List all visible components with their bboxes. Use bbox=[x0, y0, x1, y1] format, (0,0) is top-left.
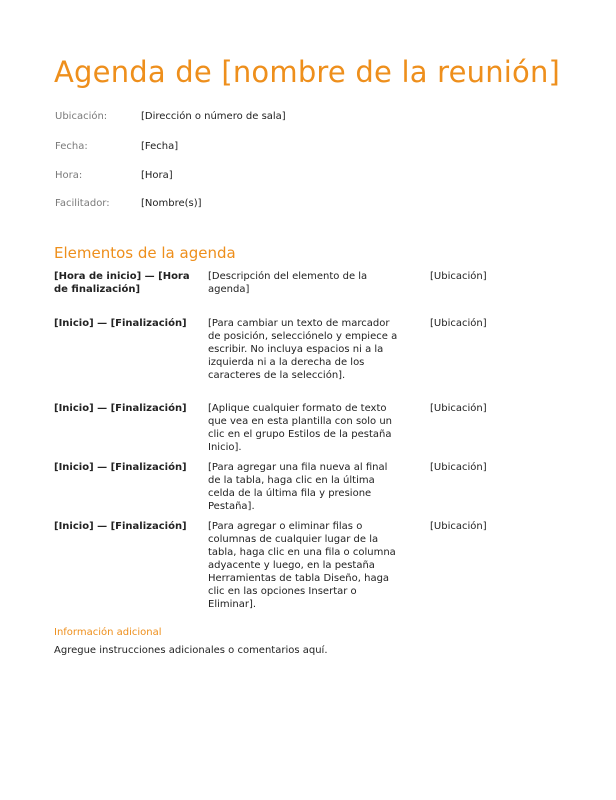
agenda-item-time[interactable]: [Inicio] — [Finalización] bbox=[54, 462, 187, 473]
additional-info-text[interactable]: Agregue instrucciones adicionales o comentarios aquí. bbox=[54, 645, 328, 656]
agenda-item-location[interactable]: [Ubicación] bbox=[430, 521, 487, 532]
agenda-item-location[interactable]: [Ubicación] bbox=[430, 462, 487, 473]
agenda-item-time[interactable]: [Hora de inicio] — [Hora de finalización] bbox=[54, 271, 190, 295]
agenda-item-description[interactable]: [Para agregar una fila nueva al final de la tabla, haga clic en la última celda de la última fila y presione Pestaña]. bbox=[208, 462, 388, 512]
agenda-item-time[interactable]: [Inicio] — [Finalización] bbox=[54, 318, 187, 329]
agenda-item-time[interactable]: [Inicio] — [Finalización] bbox=[54, 521, 187, 532]
facilitator-label: Facilitador: bbox=[55, 198, 110, 209]
location-label: Ubicación: bbox=[55, 111, 108, 122]
page-title[interactable]: Agenda de [nombre de la reunión] bbox=[54, 55, 561, 89]
agenda-item-location[interactable]: [Ubicación] bbox=[430, 318, 487, 329]
agenda-item-time[interactable]: [Inicio] — [Finalización] bbox=[54, 403, 187, 414]
location-value[interactable]: [Dirección o número de sala] bbox=[141, 111, 286, 122]
agenda-section-title[interactable]: Elementos de la agenda bbox=[54, 244, 236, 262]
facilitator-value[interactable]: [Nombre(s)] bbox=[141, 198, 202, 209]
additional-info-title[interactable]: Información adicional bbox=[54, 627, 162, 638]
agenda-item-description[interactable]: [Descripción del elemento de la agenda] bbox=[208, 271, 368, 295]
agenda-item-location[interactable]: [Ubicación] bbox=[430, 271, 487, 282]
date-value[interactable]: [Fecha] bbox=[141, 141, 179, 152]
agenda-item-location[interactable]: [Ubicación] bbox=[430, 403, 487, 414]
agenda-item-description[interactable]: [Para agregar o eliminar filas o columnas de cualquier lugar de la tabla, haga clic en una fila o columna adyacente y luego, en la pestaña Herramientas de tabla Diseño, haga clic en las opciones Insertar o Eliminar]. bbox=[208, 521, 396, 610]
date-label: Fecha: bbox=[55, 141, 88, 152]
agenda-item-description[interactable]: [Para cambiar un texto de marcador de posición, selecciónelo y empiece a escribir. No incluya espacios ni a la izquierda ni a la derecha de los caracteres de la selección]. bbox=[208, 318, 398, 381]
time-value[interactable]: [Hora] bbox=[141, 170, 173, 181]
time-label: Hora: bbox=[55, 170, 83, 181]
agenda-item-description[interactable]: [Aplique cualquier formato de texto que vea en esta plantilla con solo un clic en el grupo Estilos de la pestaña Inicio]. bbox=[208, 403, 393, 453]
